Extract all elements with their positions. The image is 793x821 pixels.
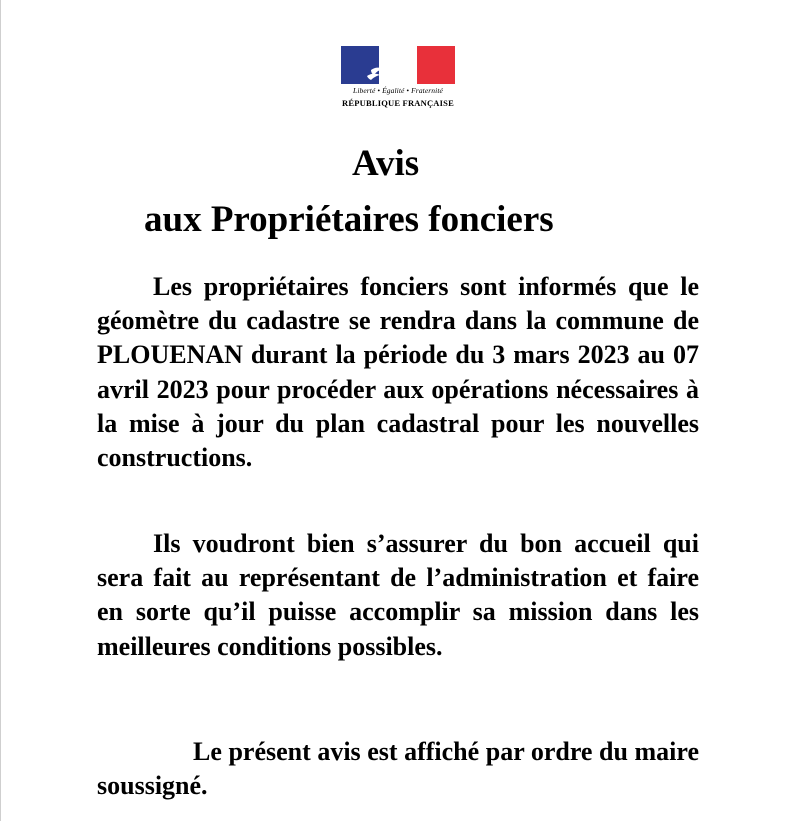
republic-motto: Liberté • Égalité • Fraternité	[353, 86, 443, 95]
republic-name: RÉPUBLIQUE FRANÇAISE	[342, 98, 454, 108]
page-subtitle: aux Propriétaires fonciers	[144, 199, 554, 240]
marianne-flag-icon	[341, 46, 455, 84]
page-edge	[0, 0, 1, 821]
republique-francaise-logo	[341, 46, 457, 116]
notice-paragraph-1: Les propriétaires fonciers sont informés que le géomètre du cadastre se rendra dans la commune de PLOUENAN durant la période du 3 mars 2023 au 07 avril 2023 pour procéder aux opérations nécessaires à la mise à jour du plan cadastral pour les nouvelles constructions.	[97, 272, 699, 473]
notice-paragraph-2: Ils voudront bien s’assurer du bon accueil qui sera fait au représentant de l’administration et faire en sorte qu’il puisse accomplir sa mission dans les meilleures conditions possibles.	[97, 529, 699, 661]
page-title: Avis	[352, 143, 420, 184]
notice-paragraph-3: Le présent avis est affiché par ordre du maire soussigné.	[97, 737, 699, 801]
